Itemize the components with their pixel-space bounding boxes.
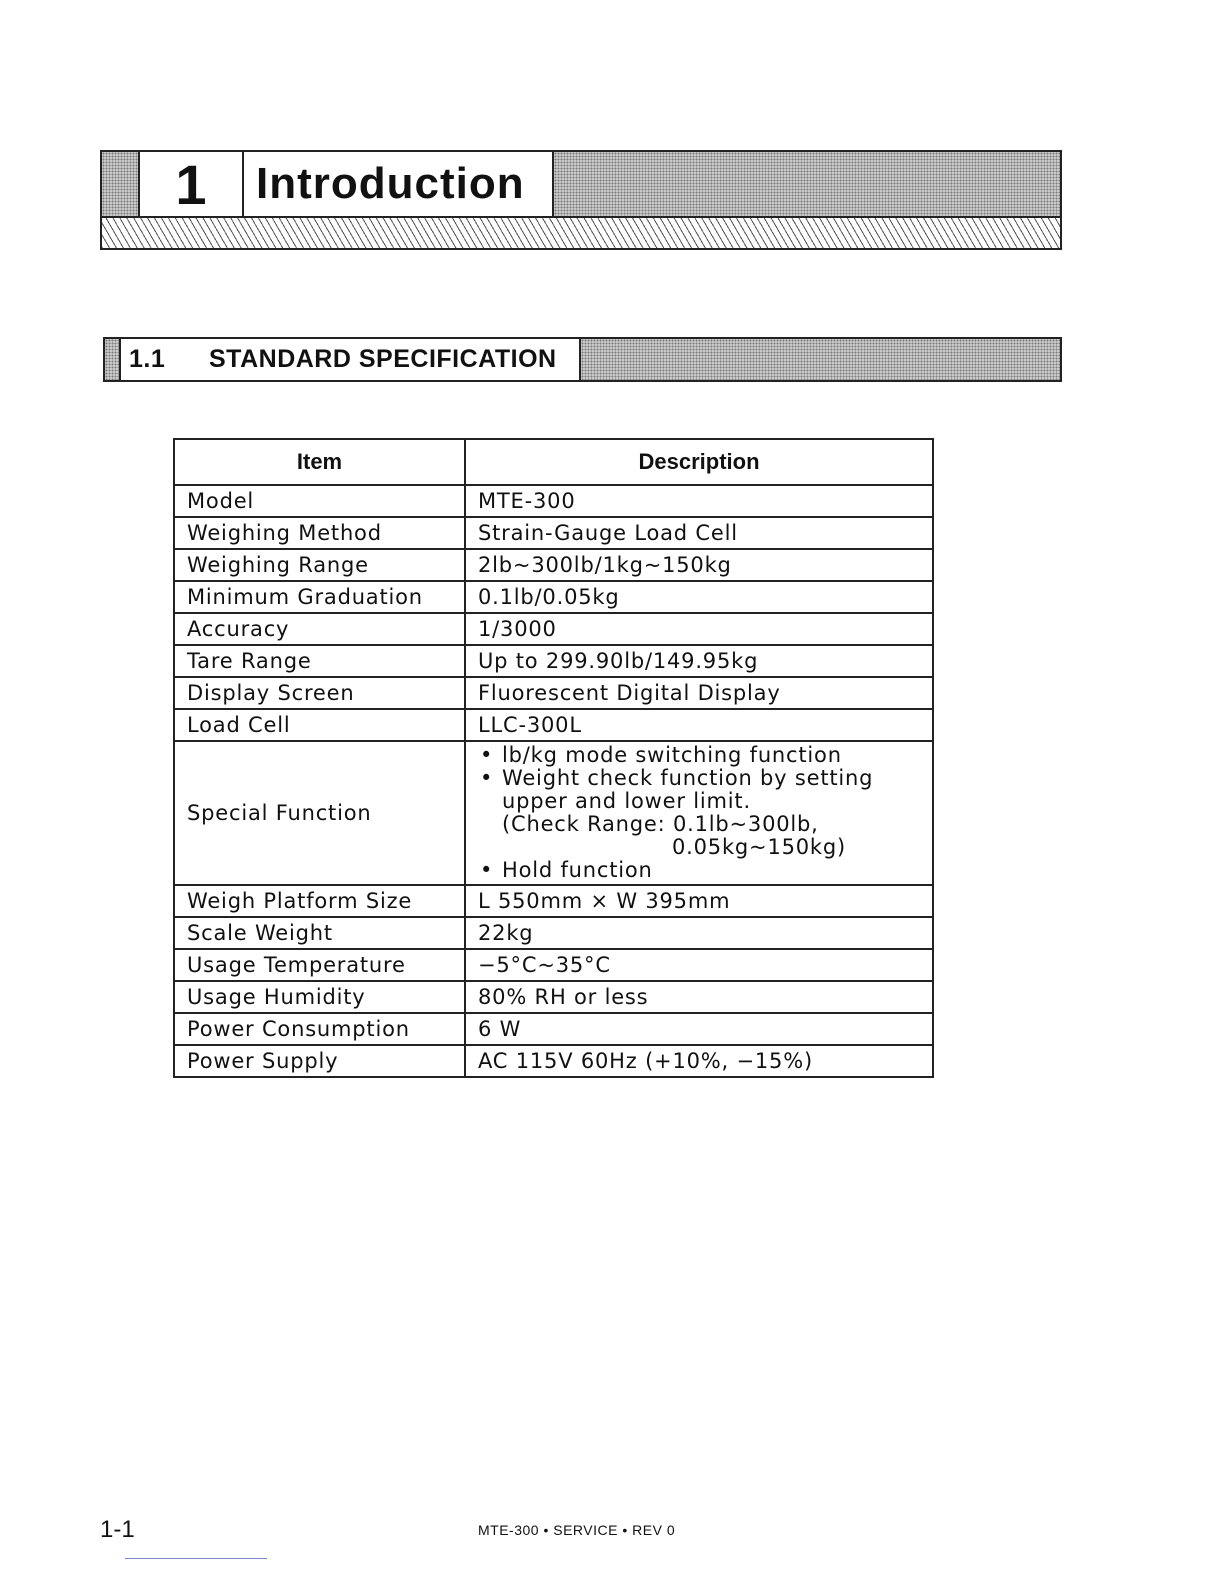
table-row — [174, 613, 933, 645]
cell-description: −5°C~35°C — [465, 949, 933, 981]
check-range-text: (Check Range: 0.1lb~300lb, — [502, 812, 819, 836]
table-row — [174, 677, 933, 709]
section-header-tab-left — [105, 339, 119, 380]
list-item — [478, 767, 920, 859]
check-range-text-kg: 0.05kg~150kg) — [672, 835, 847, 859]
list-item-text: Hold function — [502, 858, 653, 882]
cell-description: AC 115V 60Hz (+10%, −15%) — [465, 1045, 933, 1077]
column-header-description: Description — [465, 439, 933, 485]
cell-item: Weighing Method — [174, 517, 465, 549]
table-row — [174, 1013, 933, 1045]
column-header-item: Item — [174, 439, 465, 485]
chapter-title: Introduction — [244, 152, 554, 216]
table-row — [174, 981, 933, 1013]
chapter-number: 1 — [138, 152, 244, 216]
list-item-text: lb/kg mode switching function — [502, 743, 842, 767]
cell-description — [465, 741, 933, 885]
table-row — [174, 1045, 933, 1077]
specification-table — [173, 438, 934, 1078]
footer-rule — [125, 1558, 267, 1559]
section-header-tab-right — [581, 339, 1060, 380]
list-item-text-line2: upper and lower limit. — [502, 789, 751, 813]
cell-description: 6 W — [465, 1013, 933, 1045]
cell-item: Tare Range — [174, 645, 465, 677]
special-function-list — [478, 744, 920, 882]
chapter-header-tab-right — [554, 152, 1060, 216]
cell-item: Power Consumption — [174, 1013, 465, 1045]
table-row-special-function — [174, 741, 933, 885]
cell-description: 80% RH or less — [465, 981, 933, 1013]
cell-item: Model — [174, 485, 465, 517]
cell-description: Fluorescent Digital Display — [465, 677, 933, 709]
cell-description: 2lb~300lb/1kg~150kg — [465, 549, 933, 581]
cell-description: MTE-300 — [465, 485, 933, 517]
bullet-icon: • — [480, 766, 494, 790]
table-row — [174, 485, 933, 517]
table-row — [174, 885, 933, 917]
cell-item: Weigh Platform Size — [174, 885, 465, 917]
cell-item: Special Function — [174, 741, 465, 885]
cell-description: L 550mm × W 395mm — [465, 885, 933, 917]
section-number: 1.1 — [129, 345, 166, 373]
table-row — [174, 645, 933, 677]
bullet-icon: • — [480, 743, 494, 767]
page-number: 1-1 — [100, 1516, 135, 1543]
chapter-header — [100, 150, 1062, 250]
list-item-text: Weight check function by setting — [502, 766, 874, 790]
cell-description: 0.1lb/0.05kg — [465, 581, 933, 613]
cell-item: Weighing Range — [174, 549, 465, 581]
table-row — [174, 581, 933, 613]
cell-item: Power Supply — [174, 1045, 465, 1077]
section-title: STANDARD SPECIFICATION — [209, 345, 557, 373]
cell-description: Up to 299.90lb/149.95kg — [465, 645, 933, 677]
section-label — [119, 339, 581, 380]
footer-text: MTE-300 • SERVICE • REV 0 — [478, 1522, 676, 1538]
table-header-row — [174, 439, 933, 485]
cell-item: Display Screen — [174, 677, 465, 709]
table-row — [174, 549, 933, 581]
cell-description: LLC-300L — [465, 709, 933, 741]
cell-item: Load Cell — [174, 709, 465, 741]
list-item — [478, 744, 920, 767]
cell-description: 22kg — [465, 917, 933, 949]
table-row — [174, 917, 933, 949]
cell-item: Usage Humidity — [174, 981, 465, 1013]
cell-description: 1/3000 — [465, 613, 933, 645]
cell-item: Scale Weight — [174, 917, 465, 949]
table-row — [174, 949, 933, 981]
cell-item: Usage Temperature — [174, 949, 465, 981]
cell-item: Accuracy — [174, 613, 465, 645]
cell-description: Strain-Gauge Load Cell — [465, 517, 933, 549]
table-row — [174, 517, 933, 549]
chapter-header-tab-left — [102, 152, 138, 216]
chapter-header-hatch-band — [102, 218, 1060, 248]
table-row — [174, 709, 933, 741]
bullet-icon: • — [480, 858, 494, 882]
cell-item: Minimum Graduation — [174, 581, 465, 613]
section-header — [103, 337, 1062, 382]
list-item — [478, 859, 920, 882]
chapter-header-top — [102, 152, 1060, 218]
